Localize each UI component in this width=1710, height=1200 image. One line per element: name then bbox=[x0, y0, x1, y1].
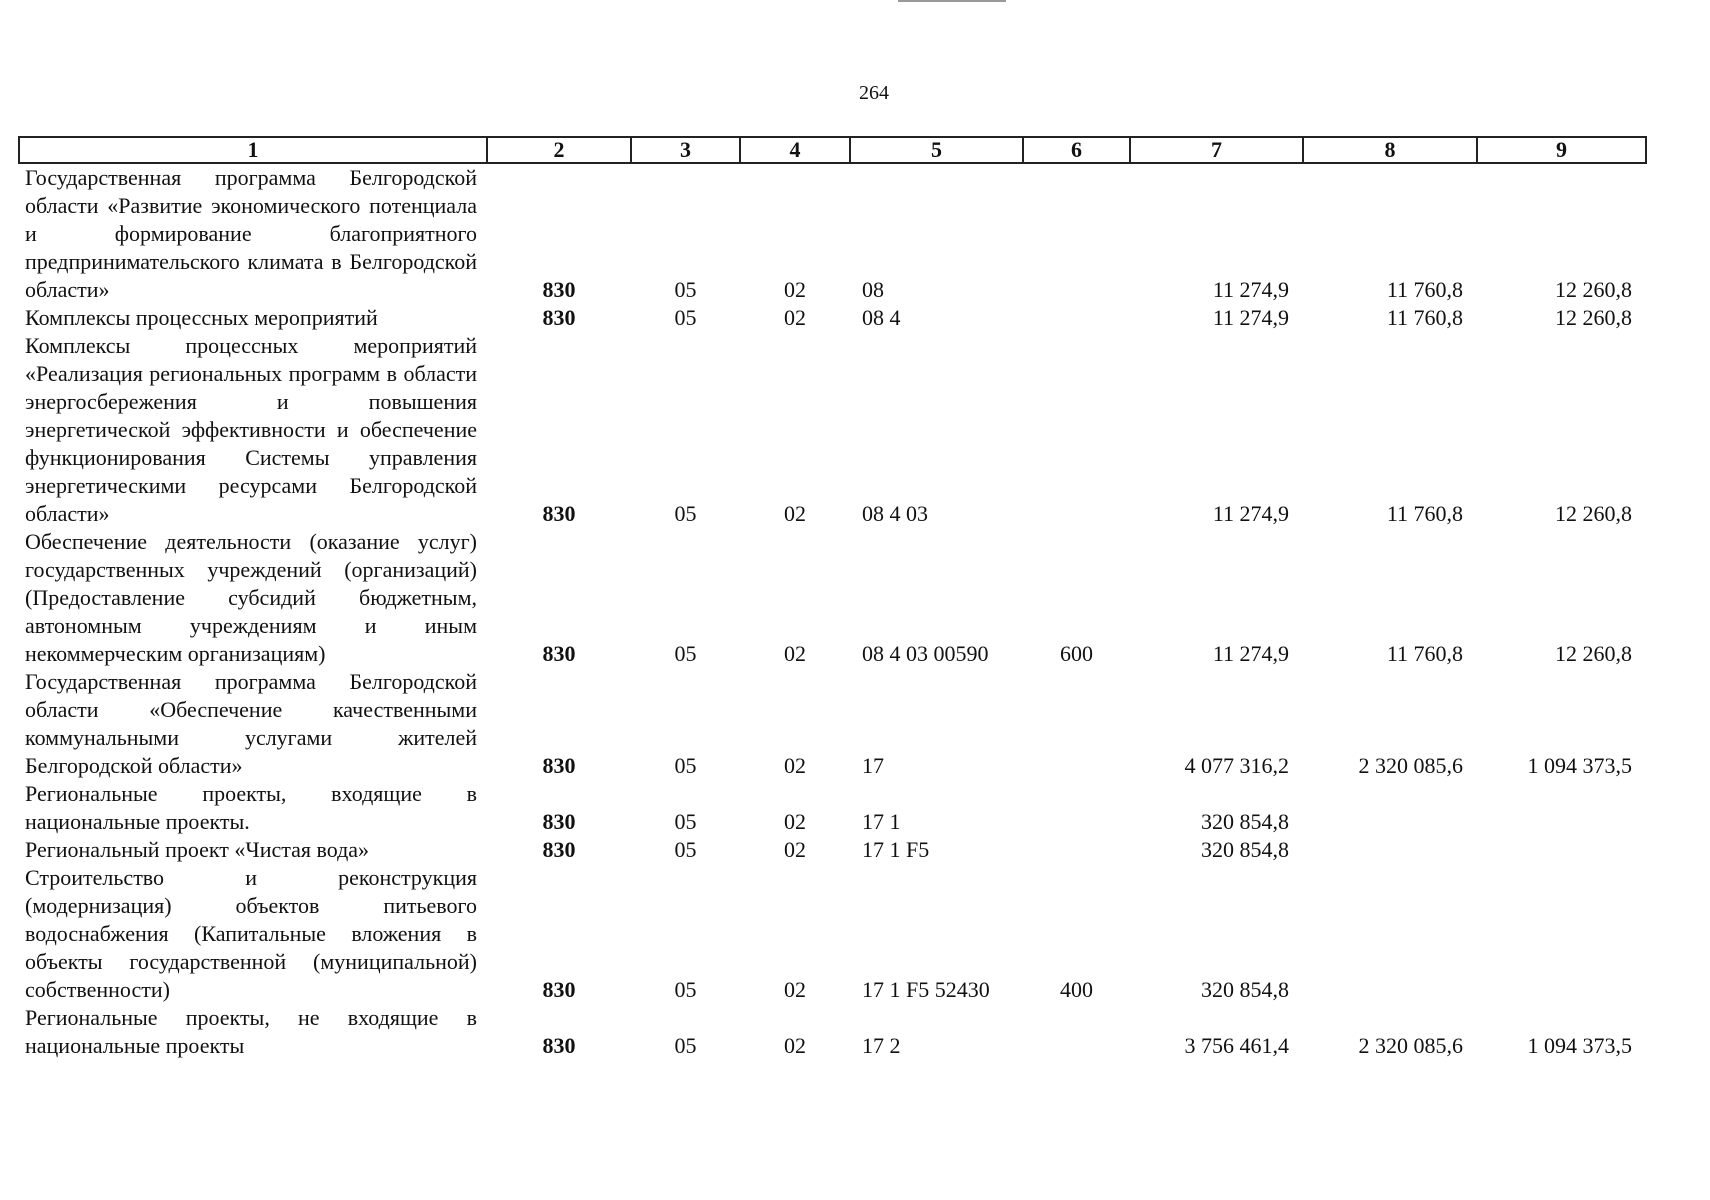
table-row bbox=[19, 304, 1646, 332]
row-target-article: 17 1 F5 52430 bbox=[862, 977, 990, 1002]
table-row bbox=[19, 864, 1646, 1004]
column-header: 4 bbox=[740, 137, 850, 163]
row-name: Государственная программа Белгородской области «Обеспечение качественными коммунальными услугами жителей Белгородской области» bbox=[25, 669, 477, 778]
row-expense-type bbox=[1023, 163, 1130, 304]
row-amount-year2 bbox=[1303, 864, 1477, 1004]
row-section-code: 05 bbox=[674, 977, 697, 1002]
row-target-article: 17 1 bbox=[862, 809, 901, 834]
row-amount-year3: 12 260,8 bbox=[1555, 501, 1632, 526]
row-target-article: 08 bbox=[862, 277, 884, 302]
table-row bbox=[19, 780, 1646, 836]
row-subsection-code: 02 bbox=[784, 1033, 806, 1058]
row-subsection-code: 02 bbox=[784, 837, 806, 862]
table-row bbox=[19, 528, 1646, 668]
row-amount-year1: 11 274,9 bbox=[1212, 305, 1289, 330]
row-ministry-code: 830 bbox=[542, 305, 576, 330]
row-expense-type: 400 bbox=[1060, 977, 1093, 1002]
column-header: 8 bbox=[1303, 137, 1477, 163]
row-expense-type bbox=[1023, 332, 1130, 528]
row-section-code: 05 bbox=[674, 809, 697, 834]
row-amount-year2: 11 760,8 bbox=[1386, 305, 1463, 330]
row-amount-year1: 11 274,9 bbox=[1212, 501, 1289, 526]
table-row bbox=[19, 1004, 1646, 1060]
row-amount-year2: 11 760,8 bbox=[1386, 641, 1463, 666]
row-amount-year1: 11 274,9 bbox=[1212, 641, 1289, 666]
row-amount-year3: 1 094 373,5 bbox=[1527, 753, 1632, 778]
row-amount-year1: 11 274,9 bbox=[1212, 277, 1289, 302]
column-header: 2 bbox=[487, 137, 631, 163]
row-ministry-code: 830 bbox=[542, 1033, 576, 1058]
column-header: 3 bbox=[631, 137, 740, 163]
row-subsection-code: 02 bbox=[784, 753, 806, 778]
row-subsection-code: 02 bbox=[784, 977, 806, 1002]
row-name: Региональные проекты, входящие в национальные проекты. bbox=[25, 781, 477, 834]
row-target-article: 08 4 03 bbox=[862, 501, 928, 526]
row-amount-year1: 4 077 316,2 bbox=[1184, 753, 1289, 778]
row-subsection-code: 02 bbox=[784, 277, 806, 302]
row-ministry-code: 830 bbox=[542, 977, 576, 1002]
column-header: 7 bbox=[1130, 137, 1303, 163]
row-name: Региональный проект «Чистая вода» bbox=[25, 837, 370, 862]
row-amount-year2: 11 760,8 bbox=[1386, 501, 1463, 526]
column-header: 6 bbox=[1023, 137, 1130, 163]
row-name: Комплексы процессных мероприятий «Реализация региональных программ в области энергосбережения и повышения энергетической эффективности и обеспечение функционирования Системы управления энергетическими ресурсами Белгородской области» bbox=[25, 333, 477, 526]
row-ministry-code: 830 bbox=[542, 837, 576, 862]
row-section-code: 05 bbox=[674, 1033, 697, 1058]
row-target-article: 08 4 bbox=[862, 305, 901, 330]
row-amount-year3: 12 260,8 bbox=[1555, 305, 1632, 330]
row-amount-year2: 2 320 085,6 bbox=[1358, 753, 1463, 778]
row-section-code: 05 bbox=[674, 277, 697, 302]
row-section-code: 05 bbox=[674, 837, 697, 862]
row-expense-type bbox=[1023, 836, 1130, 864]
row-ministry-code: 830 bbox=[542, 641, 576, 666]
row-ministry-code: 830 bbox=[542, 501, 576, 526]
row-ministry-code: 830 bbox=[542, 809, 576, 834]
row-amount-year3: 12 260,8 bbox=[1555, 641, 1632, 666]
row-amount-year3 bbox=[1477, 864, 1646, 1004]
row-amount-year3 bbox=[1477, 836, 1646, 864]
row-section-code: 05 bbox=[674, 501, 697, 526]
row-name: Региональные проекты, не входящие в национальные проекты bbox=[25, 1005, 477, 1058]
row-name: Комплексы процессных мероприятий bbox=[25, 305, 378, 330]
row-amount-year2: 11 760,8 bbox=[1386, 277, 1463, 302]
row-section-code: 05 bbox=[674, 305, 697, 330]
table-row bbox=[19, 332, 1646, 528]
row-subsection-code: 02 bbox=[784, 501, 806, 526]
row-target-article: 08 4 03 00590 bbox=[862, 641, 989, 666]
row-amount-year3 bbox=[1477, 780, 1646, 836]
table-row bbox=[19, 163, 1646, 304]
row-subsection-code: 02 bbox=[784, 305, 806, 330]
row-target-article: 17 2 bbox=[862, 1033, 901, 1058]
row-target-article: 17 bbox=[862, 753, 884, 778]
header-row bbox=[19, 137, 1646, 163]
budget-table bbox=[18, 136, 1647, 1060]
row-expense-type bbox=[1023, 1004, 1130, 1060]
row-expense-type bbox=[1023, 780, 1130, 836]
table-row bbox=[19, 668, 1646, 780]
row-expense-type bbox=[1023, 304, 1130, 332]
row-amount-year1: 320 854,8 bbox=[1201, 977, 1289, 1002]
row-section-code: 05 bbox=[674, 641, 697, 666]
row-subsection-code: 02 bbox=[784, 809, 806, 834]
row-target-article: 17 1 F5 bbox=[862, 837, 930, 862]
row-amount-year1: 3 756 461,4 bbox=[1184, 1033, 1289, 1058]
row-amount-year2: 2 320 085,6 bbox=[1358, 1033, 1463, 1058]
row-amount-year2 bbox=[1303, 836, 1477, 864]
scan-artifact-line bbox=[898, 0, 1006, 2]
row-name: Строительство и реконструкция (модернизация) объектов питьевого водоснабжения (Капитальные вложения в объекты государственной (муниципальной) собственности) bbox=[25, 865, 477, 1002]
column-header: 1 bbox=[19, 137, 487, 163]
row-expense-type bbox=[1023, 668, 1130, 780]
row-name: Государственная программа Белгородской области «Развитие экономического потенциала и формирование благоприятного предпринимательского климата в Белгородской области» bbox=[25, 165, 477, 302]
page-number: 264 bbox=[859, 82, 889, 104]
row-name: Обеспечение деятельности (оказание услуг) государственных учреждений (организаций) (Предоставление субсидий бюджетным, автономным учреждениям и иным некоммерческим организациям) bbox=[25, 529, 477, 666]
row-subsection-code: 02 bbox=[784, 641, 806, 666]
row-amount-year3: 12 260,8 bbox=[1555, 277, 1632, 302]
row-ministry-code: 830 bbox=[542, 753, 576, 778]
row-expense-type: 600 bbox=[1060, 641, 1093, 666]
row-amount-year1: 320 854,8 bbox=[1201, 809, 1289, 834]
row-ministry-code: 830 bbox=[542, 277, 576, 302]
column-header: 5 bbox=[850, 137, 1023, 163]
row-amount-year1: 320 854,8 bbox=[1201, 837, 1289, 862]
row-amount-year3: 1 094 373,5 bbox=[1527, 1033, 1632, 1058]
column-header: 9 bbox=[1477, 137, 1646, 163]
row-section-code: 05 bbox=[674, 753, 697, 778]
table-row bbox=[19, 836, 1646, 864]
row-amount-year2 bbox=[1303, 780, 1477, 836]
